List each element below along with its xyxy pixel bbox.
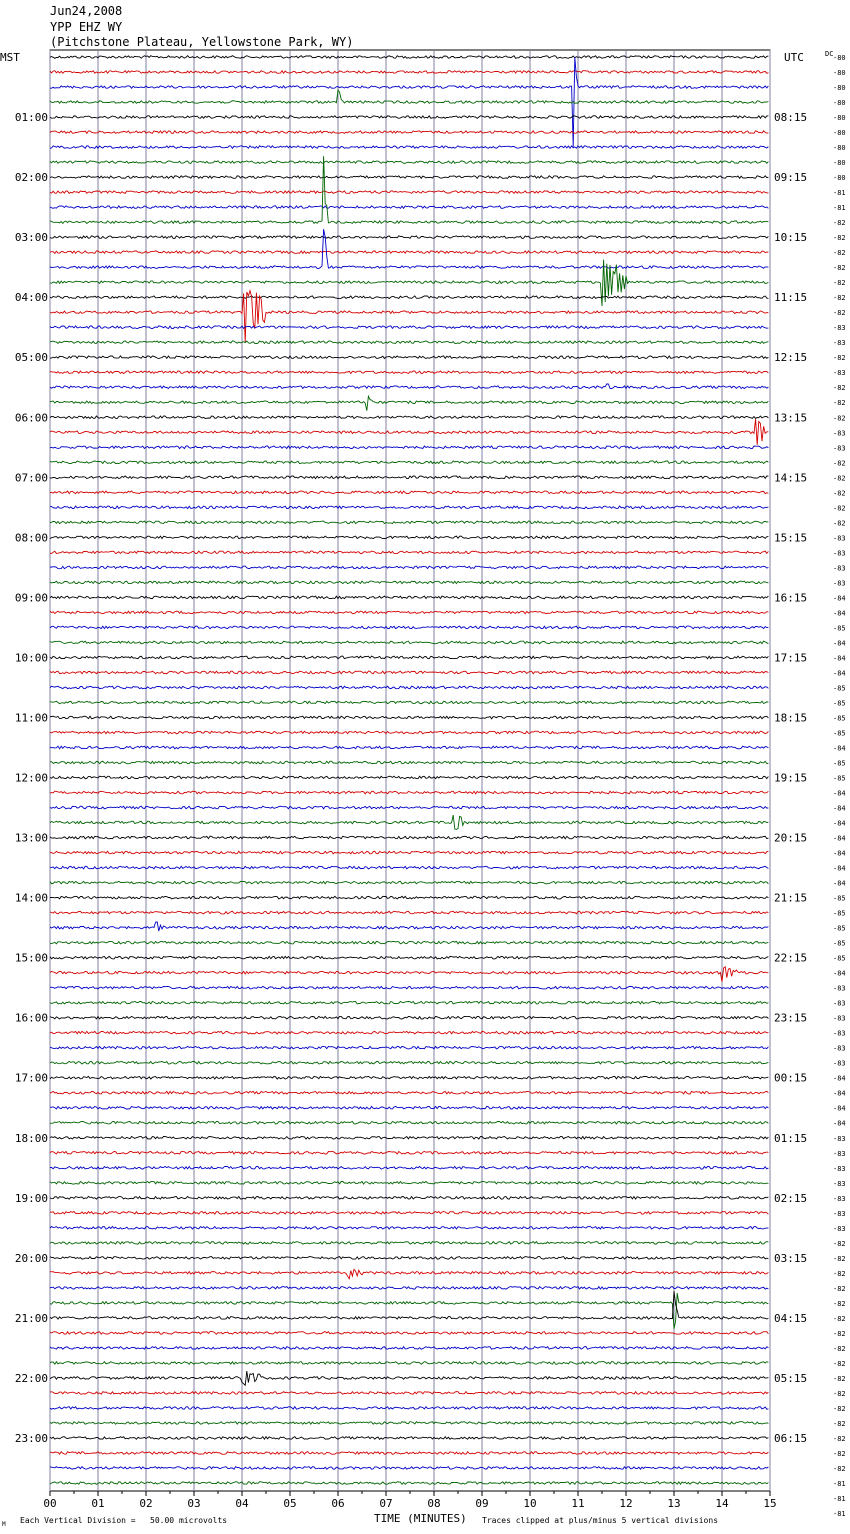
- dc-offset-label: -82: [833, 294, 846, 303]
- seismic-trace: [50, 476, 768, 479]
- seismic-trace: [50, 1291, 768, 1319]
- seismic-trace: [50, 1371, 768, 1385]
- utc-hour-label: 05:15: [774, 1371, 808, 1385]
- utc-hour-label: 14:15: [774, 471, 808, 485]
- dc-offset-label: -85: [833, 954, 846, 963]
- seismic-trace: [50, 551, 768, 554]
- dc-offset-label: -82: [833, 1344, 846, 1353]
- seismic-trace: [50, 56, 768, 59]
- dc-offset-label: -82: [833, 1374, 846, 1383]
- seismic-trace: [50, 922, 768, 931]
- seismic-trace: [50, 71, 768, 74]
- utc-hour-label: 10:15: [774, 231, 808, 245]
- x-tick-label: 12: [619, 1497, 633, 1510]
- seismic-trace: [50, 1347, 768, 1350]
- corner-mark: M: [2, 1521, 6, 1528]
- dc-offset-label: -85: [833, 894, 846, 903]
- seismic-trace: [50, 1001, 768, 1004]
- seismic-trace: [50, 731, 768, 734]
- dc-offset-label: -83: [833, 999, 846, 1008]
- utc-hour-label: 11:15: [774, 291, 808, 305]
- dc-offset-label: -83: [833, 1014, 846, 1023]
- seismic-trace: [50, 236, 768, 239]
- mst-hour-label: 13:00: [14, 831, 48, 845]
- seismic-trace: [50, 1293, 768, 1329]
- dc-offset-label: -82: [833, 1389, 846, 1398]
- x-tick-label: 07: [379, 1497, 393, 1510]
- dc-offset-label: -81: [833, 1495, 846, 1503]
- seismic-trace: [50, 57, 768, 147]
- seismic-trace: [50, 251, 768, 254]
- seismic-trace: [50, 761, 768, 764]
- seismic-trace: [50, 1016, 768, 1019]
- dc-offset-label: -83: [833, 1059, 846, 1068]
- seismic-trace: [50, 1332, 768, 1335]
- mst-label: MST: [0, 51, 20, 64]
- dc-offset-label: -80: [833, 159, 846, 168]
- dc-offset-label: -84: [833, 864, 846, 873]
- dc-offset-label: -82: [833, 1314, 846, 1323]
- utc-hour-label: 06:15: [774, 1431, 808, 1445]
- utc-hour-label: 02:15: [774, 1191, 808, 1205]
- seismic-trace: [50, 1167, 768, 1170]
- dc-offset-label: -82: [833, 1464, 846, 1473]
- mst-hour-label: 14:00: [14, 891, 48, 905]
- utc-hour-label: 19:15: [774, 771, 808, 785]
- mst-hour-label: 23:00: [14, 1431, 48, 1445]
- utc-hour-label: 22:15: [774, 951, 808, 965]
- clip-note: Traces clipped at plus/minus 5 vertical divisions: [482, 1516, 719, 1525]
- dc-offset-label: -83: [833, 534, 846, 543]
- seismic-trace: [50, 746, 768, 749]
- record-date: Jun24,2008: [50, 4, 123, 18]
- dc-offset-label: -85: [833, 624, 846, 633]
- dc-offset-label: -82: [833, 1419, 846, 1428]
- dc-offset-label: -85: [833, 759, 846, 768]
- dc-offset-label: -85: [833, 684, 846, 693]
- seismic-trace: [50, 1452, 768, 1455]
- seismic-trace: [50, 146, 768, 149]
- x-tick-label: 03: [187, 1497, 201, 1510]
- seismic-trace: [50, 1422, 768, 1425]
- dc-offset-label: -82: [833, 1404, 846, 1413]
- seismic-trace: [50, 1197, 768, 1200]
- mst-hour-label: 02:00: [14, 171, 48, 185]
- x-tick-label: 11: [571, 1497, 585, 1510]
- dc-offset-label: -83: [833, 1224, 846, 1233]
- mst-hour-label: 03:00: [14, 231, 48, 245]
- seismic-trace: [50, 1407, 768, 1410]
- seismic-trace: [50, 1061, 768, 1064]
- dc-offset-label: -82: [833, 1449, 846, 1458]
- dc-offset-label: -82: [833, 249, 846, 258]
- utc-hour-label: 04:15: [774, 1311, 808, 1325]
- station-code: YPP EHZ WY: [50, 20, 123, 34]
- dc-offset-label: -84: [833, 1119, 846, 1128]
- seismic-trace: [50, 1031, 768, 1034]
- dc-offset-label: -82: [833, 1254, 846, 1263]
- dc-offset-label: -85: [833, 909, 846, 918]
- dc-offset-label: -82: [833, 489, 846, 498]
- dc-offset-label: -84: [833, 834, 846, 843]
- x-tick-label: 01: [91, 1497, 105, 1510]
- dc-offset-label: -82: [833, 414, 846, 423]
- dc-offset-label: -82: [833, 1434, 846, 1443]
- seismic-trace: [50, 521, 768, 524]
- dc-offset-label: -83: [833, 1134, 846, 1143]
- utc-hour-label: 17:15: [774, 651, 808, 665]
- seismic-trace: [50, 116, 768, 119]
- seismic-trace: [50, 851, 768, 854]
- seismic-trace: [50, 791, 768, 794]
- dc-offset-label: -81: [833, 1510, 846, 1519]
- seismic-trace: [50, 156, 768, 223]
- dc-offset-label: -84: [833, 609, 846, 618]
- dc-offset-label: -83: [833, 1149, 846, 1158]
- dc-offset-label: -82: [833, 1239, 846, 1248]
- dc-offset-label: -83: [833, 984, 846, 993]
- seismic-trace: [50, 626, 768, 629]
- seismic-trace: [50, 1392, 768, 1395]
- dc-offset-label: -85: [833, 939, 846, 948]
- seismic-trace: [50, 176, 768, 179]
- dc-offset-label: -82: [833, 1329, 846, 1338]
- x-axis-title: TIME (MINUTES): [374, 1512, 467, 1525]
- dc-offset-label: -82: [833, 354, 846, 363]
- dc-offset-label: -82: [833, 219, 846, 228]
- seismic-trace: [50, 686, 768, 689]
- mst-hour-label: 22:00: [14, 1371, 48, 1385]
- mst-hour-label: 08:00: [14, 531, 48, 545]
- utc-hour-label: 16:15: [774, 591, 808, 605]
- x-tick-label: 05: [283, 1497, 297, 1510]
- mst-hour-label: 15:00: [14, 951, 48, 965]
- dc-offset-label: -81: [833, 204, 846, 213]
- seismic-trace: [50, 491, 768, 494]
- dc-offset-label: -83: [833, 444, 846, 453]
- dc-offset-label: -82: [833, 399, 846, 408]
- seismic-trace: [50, 1269, 768, 1278]
- dc-offset-label: -82: [833, 1299, 846, 1308]
- seismic-trace: [50, 581, 768, 584]
- dc-offset-label: -83: [833, 549, 846, 558]
- seismic-trace: [50, 296, 768, 299]
- seismic-trace: [50, 1287, 768, 1290]
- seismic-trace: [50, 1137, 768, 1140]
- dc-label: DC: [825, 50, 834, 58]
- seismic-trace: [50, 536, 768, 539]
- seismic-trace: [50, 396, 768, 411]
- mst-hour-label: 04:00: [14, 291, 48, 305]
- dc-offset-label: -84: [833, 744, 846, 753]
- utc-hour-label: 09:15: [774, 171, 808, 185]
- seismic-trace: [50, 384, 768, 389]
- station-location: (Pitchstone Plateau, Yellowstone Park, WY): [50, 35, 354, 49]
- dc-offset-label: -82: [833, 1284, 846, 1293]
- dc-offset-label: -84: [833, 594, 846, 603]
- seismic-trace: [50, 1182, 768, 1185]
- seismic-trace: [50, 1242, 768, 1245]
- dc-offset-label: -83: [833, 1194, 846, 1203]
- dc-offset-label: -84: [833, 789, 846, 798]
- dc-offset-label: -80: [833, 99, 846, 108]
- dc-offset-label: -83: [833, 1044, 846, 1053]
- seismic-trace: [50, 611, 768, 614]
- mst-hour-label: 16:00: [14, 1011, 48, 1025]
- dc-offset-label: -82: [833, 264, 846, 273]
- mst-hour-label: 06:00: [14, 411, 48, 425]
- dc-offset-label: -83: [833, 369, 846, 378]
- dc-offset-label: -83: [833, 1209, 846, 1218]
- dc-offset-label: -83: [833, 324, 846, 333]
- x-tick-label: 02: [139, 1497, 153, 1510]
- scale-note: Each Vertical Division = 50.00 microvolts: [20, 1516, 228, 1525]
- seismic-trace: [50, 326, 768, 329]
- seismic-trace: [50, 967, 768, 982]
- x-tick-label: 14: [715, 1497, 729, 1510]
- x-tick-label: 13: [667, 1497, 681, 1510]
- seismic-trace: [50, 1437, 768, 1440]
- dc-offset-label: -83: [833, 339, 846, 348]
- utc-hour-label: 03:15: [774, 1251, 808, 1265]
- seismic-trace: [50, 986, 768, 989]
- x-tick-label: 00: [43, 1497, 57, 1510]
- dc-offset-label: -85: [833, 714, 846, 723]
- utc-hour-label: 23:15: [774, 1011, 808, 1025]
- x-tick-label: 09: [475, 1497, 489, 1510]
- seismic-trace: [50, 866, 768, 869]
- utc-hour-label: 20:15: [774, 831, 808, 845]
- seismic-trace: [50, 1076, 768, 1079]
- dc-offset-label: -80: [833, 129, 846, 138]
- dc-offset-label: -82: [833, 459, 846, 468]
- seismic-trace: [50, 1257, 768, 1260]
- seismic-trace: [50, 1091, 768, 1094]
- dc-offset-label: -80: [833, 114, 846, 123]
- dc-offset-label: -83: [833, 1164, 846, 1173]
- dc-offset-label: -84: [833, 1089, 846, 1098]
- mst-hour-label: 17:00: [14, 1071, 48, 1085]
- x-tick-label: 06: [331, 1497, 345, 1510]
- dc-offset-label: -83: [833, 1179, 846, 1188]
- plot-frame: [50, 50, 770, 1491]
- seismic-trace: [50, 596, 768, 599]
- mst-hour-label: 09:00: [14, 591, 48, 605]
- dc-offset-label: -83: [833, 579, 846, 588]
- seismic-trace: [50, 1227, 768, 1230]
- seismic-trace: [50, 1152, 768, 1155]
- seismic-trace: [50, 836, 768, 839]
- seismic-trace: [50, 229, 768, 268]
- seismic-trace: [50, 716, 768, 719]
- seismic-trace: [50, 461, 768, 464]
- seismic-trace: [50, 506, 768, 509]
- dc-offset-label: -80: [833, 84, 846, 93]
- dc-offset-label: -81: [833, 1479, 846, 1488]
- mst-hour-label: 18:00: [14, 1131, 48, 1145]
- seismic-trace: [50, 131, 768, 134]
- dc-offset-label: -80: [833, 54, 846, 62]
- seismic-trace: [50, 1046, 768, 1049]
- dc-offset-label: -83: [833, 564, 846, 573]
- utc-hour-label: 13:15: [774, 411, 808, 425]
- dc-offset-label: -85: [833, 924, 846, 933]
- seismic-trace: [50, 416, 768, 419]
- dc-offset-label: -84: [833, 639, 846, 648]
- utc-hour-label: 15:15: [774, 531, 808, 545]
- dc-offset-label: -84: [833, 804, 846, 813]
- seismic-trace: [50, 371, 768, 374]
- dc-offset-label: -85: [833, 774, 846, 783]
- utc-hour-label: 12:15: [774, 351, 808, 365]
- utc-label: UTC: [784, 51, 804, 64]
- dc-offset-label: -84: [833, 849, 846, 858]
- mst-hour-label: 07:00: [14, 471, 48, 485]
- dc-offset-label: -82: [833, 234, 846, 243]
- seismic-trace: [50, 701, 768, 704]
- mst-hour-label: 11:00: [14, 711, 48, 725]
- dc-offset-label: -84: [833, 819, 846, 828]
- dc-offset-label: -83: [833, 1029, 846, 1038]
- mst-hour-label: 21:00: [14, 1311, 48, 1325]
- seismic-trace: [50, 1362, 768, 1365]
- seismic-trace: [50, 776, 768, 779]
- mst-hour-label: 05:00: [14, 351, 48, 365]
- seismic-trace: [50, 206, 768, 209]
- dc-offset-label: -85: [833, 699, 846, 708]
- seismic-trace: [50, 1106, 768, 1109]
- x-tick-label: 10: [523, 1497, 537, 1510]
- seismic-trace: [50, 566, 768, 569]
- seismic-trace: [50, 896, 768, 899]
- dc-offset-label: -84: [833, 669, 846, 678]
- dc-offset-label: -82: [833, 384, 846, 393]
- seismic-trace: [50, 341, 768, 344]
- seismic-trace: [50, 161, 768, 164]
- utc-hour-label: 08:15: [774, 111, 808, 125]
- dc-offset-label: -84: [833, 969, 846, 978]
- dc-offset-label: -82: [833, 519, 846, 528]
- dc-offset-label: -84: [833, 654, 846, 663]
- dc-offset-label: -85: [833, 729, 846, 738]
- seismic-trace: [50, 1212, 768, 1215]
- seismic-trace: [50, 641, 768, 644]
- x-tick-label: 08: [427, 1497, 441, 1510]
- mst-hour-label: 20:00: [14, 1251, 48, 1265]
- dc-offset-label: -82: [833, 474, 846, 483]
- dc-offset-label: -82: [833, 1269, 846, 1278]
- seismic-trace: [50, 806, 768, 809]
- mst-hour-label: 10:00: [14, 651, 48, 665]
- seismic-trace: [50, 1467, 768, 1470]
- x-tick-label: 15: [763, 1497, 777, 1510]
- utc-hour-label: 00:15: [774, 1071, 808, 1085]
- seismic-trace: [50, 90, 768, 104]
- mst-hour-label: 19:00: [14, 1191, 48, 1205]
- dc-offset-label: -82: [833, 504, 846, 513]
- seismic-trace: [50, 815, 768, 829]
- seismic-trace: [50, 656, 768, 659]
- seismic-trace: [50, 1121, 768, 1124]
- seismic-trace: [50, 881, 768, 884]
- seismic-trace: [50, 671, 768, 674]
- utc-hour-label: 18:15: [774, 711, 808, 725]
- seismic-trace: [50, 1482, 768, 1485]
- seismic-trace: [50, 356, 768, 359]
- dc-offset-label: -84: [833, 879, 846, 888]
- dc-offset-label: -80: [833, 144, 846, 153]
- dc-offset-label: -82: [833, 309, 846, 318]
- dc-offset-label: -82: [833, 279, 846, 288]
- dc-offset-label: -82: [833, 1359, 846, 1368]
- dc-offset-label: -80: [833, 69, 846, 78]
- mst-hour-label: 01:00: [14, 111, 48, 125]
- dc-offset-label: -83: [833, 429, 846, 438]
- seismic-trace: [50, 911, 768, 914]
- utc-hour-label: 21:15: [774, 891, 808, 905]
- x-tick-label: 04: [235, 1497, 249, 1510]
- seismic-trace: [50, 446, 768, 449]
- mst-hour-label: 12:00: [14, 771, 48, 785]
- seismic-trace: [50, 419, 768, 445]
- dc-offset-label: -80: [833, 174, 846, 183]
- utc-hour-label: 01:15: [774, 1131, 808, 1145]
- dc-offset-label: -81: [833, 189, 846, 198]
- seismic-trace: [50, 941, 768, 944]
- dc-offset-label: -84: [833, 1104, 846, 1113]
- seismic-trace: [50, 956, 768, 959]
- seismic-trace: [50, 191, 768, 194]
- dc-offset-label: -84: [833, 1074, 846, 1083]
